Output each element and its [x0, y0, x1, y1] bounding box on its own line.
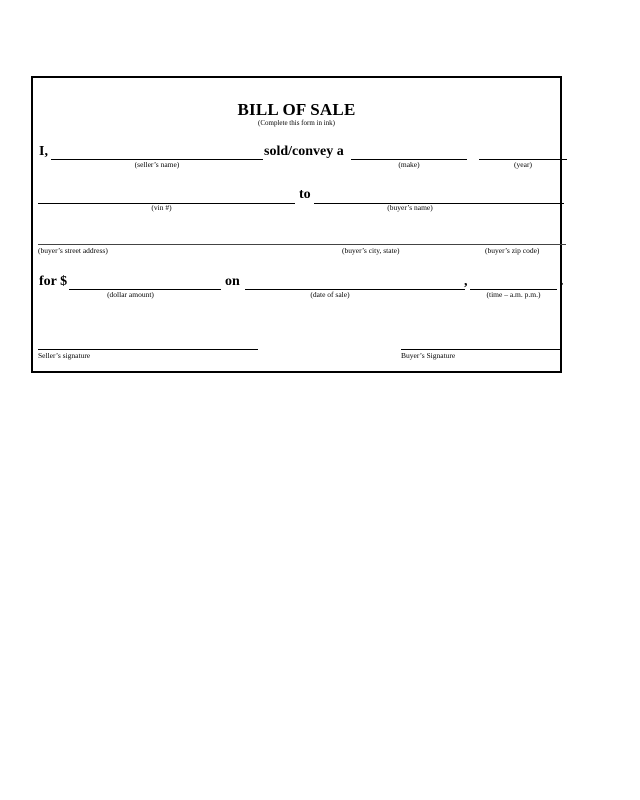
buyer-signature-caption: Buyer’s Signature — [401, 351, 456, 360]
row4-connector: on — [225, 274, 240, 289]
caption-vin: (vin #) — [151, 203, 172, 212]
caption-city-state: (buyer’s city, state) — [342, 246, 400, 255]
seller-signature-caption: Seller’s signature — [38, 351, 91, 360]
row4-comma: , — [464, 274, 468, 289]
caption-dollar-amount: (dollar amount) — [107, 290, 154, 299]
caption-year: (year) — [514, 160, 532, 169]
caption-time: (time – a.m. p.m.) — [486, 290, 541, 299]
caption-seller-name: (seller’s name) — [134, 160, 180, 169]
caption-zip-code: (buyer’s zip code) — [485, 246, 540, 255]
form-subtitle: (Complete this form in ink) — [258, 119, 335, 127]
caption-street-address: (buyer’s street address) — [38, 246, 108, 255]
row2-connector: to — [299, 187, 311, 202]
buyer-signature-line[interactable] — [401, 349, 562, 350]
caption-date-of-sale: (date of sale) — [310, 290, 350, 299]
buyer-address-line[interactable] — [38, 244, 566, 245]
form-title: BILL OF SALE — [237, 100, 356, 119]
row4-prefix: for $ — [39, 274, 68, 289]
row4-period: . — [560, 274, 564, 289]
row1-connector: sold/convey a — [264, 144, 344, 159]
caption-make: (make) — [398, 160, 420, 169]
bill-of-sale-form — [31, 76, 562, 373]
caption-buyer-name: (buyer’s name) — [387, 203, 433, 212]
row1-prefix: I, — [39, 144, 48, 159]
seller-signature-line[interactable] — [38, 349, 258, 350]
